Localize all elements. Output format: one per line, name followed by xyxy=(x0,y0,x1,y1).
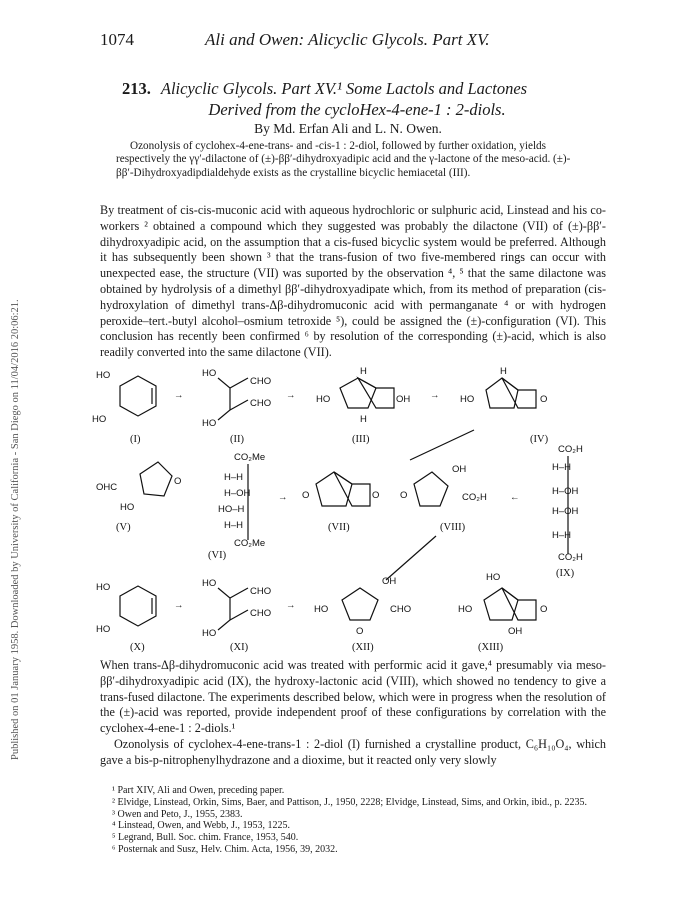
atom-oh: OH xyxy=(382,576,397,587)
atom-ho: HO xyxy=(202,578,217,589)
arrow: → xyxy=(278,492,288,503)
reaction-scheme xyxy=(90,364,610,656)
atom-o: O xyxy=(400,490,408,501)
compound-V xyxy=(96,462,181,533)
atom-ho: HO xyxy=(460,394,475,405)
author-line: By Md. Erfan Ali and L. N. Owen. xyxy=(254,121,442,136)
page-number: 1074 xyxy=(100,30,134,49)
footnotes xyxy=(100,785,606,856)
label-III: (III) xyxy=(352,434,370,445)
atom-o: O xyxy=(302,490,310,501)
compound-X xyxy=(96,582,156,653)
atom-ho: HO xyxy=(202,368,217,379)
label-V: (V) xyxy=(116,522,131,533)
atom-cho: CHO xyxy=(250,398,272,409)
article-title xyxy=(122,78,592,120)
atom-ho: HO xyxy=(314,604,329,615)
atom-hoh: H–OH xyxy=(224,488,251,499)
compound-XII xyxy=(314,576,411,653)
atom-hh: H–H xyxy=(552,530,572,541)
paragraph-3: Ozonolysis of cyclohex-4-ene-trans-1 : 2-diol (I) furnished a crystalline product, C₆H₁₀O₄, which gave a bis-p-nitrophenylhydrazone and a dioxime, but it reacted only very slowly xyxy=(100,736,606,767)
discussion xyxy=(100,658,606,769)
atom-hh: H–H xyxy=(224,520,244,531)
label-IV: (IV) xyxy=(530,434,549,445)
compound-II xyxy=(202,368,271,445)
label-VIII: (VIII) xyxy=(440,522,466,533)
compound-VII xyxy=(302,472,379,533)
compound-XIII xyxy=(458,572,547,653)
atom-co2h: CO₂H xyxy=(462,492,487,503)
atom-ho: HO xyxy=(120,502,135,513)
atom-cho: CHO xyxy=(250,586,272,597)
paragraph-1: By treatment of cis-cis-muconic acid with aqueous hydrochloric or sulphuric acid, Linstead and his co-workers ² obtained a compound which they suggested was probably the dilactone (VII) of (±)-ββ′-dihydroxyadipic acid, on the assumption that a cis-fused bicyclic system would be preferred. Although it has subsequently been shown ³ that the trans-fusion of two five-membered rings can occur with unexpected ease, the structure (VII) was suported by the observation ⁴, ⁵ that the same dilactone was obtained by hydrolysis of a dimethyl ββ′-dihydroxyadipate which, from its method of preparation (cis-hydroxylation of dimethyl trans-Δβ-dihydromuconic acid with permanganate ⁴ or with hydrogen peroxide–tert.-butyl alcohol–osmium tetroxide ⁵), could be assigned the (±)-configuration (VI). This conclusion has recently been confirmed ⁶ by resolution of the corresponding (±)-acid, which is also readily converted into the same dilactone (VII). xyxy=(100,203,606,360)
footnote: ⁴ Linstead, Owen, and Webb, J., 1953, 1225. xyxy=(112,820,291,832)
footnote: ³ Owen and Peto, J., 1955, 2383. xyxy=(112,808,243,820)
atom-ho: HO xyxy=(92,414,107,425)
atom-oh: OH xyxy=(508,626,523,637)
atom-co2h: CO₂H xyxy=(558,552,583,563)
atom-h: H xyxy=(360,414,367,425)
label-VI: (VI) xyxy=(208,550,227,561)
article-number: 213. xyxy=(122,79,151,98)
atom-co2me: CO₂Me xyxy=(234,538,266,549)
atom-cho: CHO xyxy=(390,604,412,615)
compound-VIII xyxy=(400,464,487,533)
atom-cho: CHO xyxy=(250,608,272,619)
arrow: → xyxy=(286,390,296,401)
compound-XI xyxy=(202,578,271,653)
atom-o: O xyxy=(356,626,364,637)
label-II: (II) xyxy=(230,434,244,445)
atom-o: O xyxy=(540,604,548,615)
compound-III xyxy=(316,366,410,445)
paragraph-2: When trans-Δβ-dihydromuconic acid was treated with performic acid it gave,⁴ presumably via meso-ββ′-dihydroxyadipic acid (IX), the hydroxy-lactonic acid (VIII), which showed no tendency to give a trans-fused dilactone. The experiments described below, which were in progress when the resolution of the (±)-acid was reported, provide independent proof of these configurations by correlation with the cyclohex-4-ene-1 : 2-diols.¹ xyxy=(100,658,606,736)
atom-ho: HO xyxy=(458,604,473,615)
arrow: → xyxy=(174,600,184,611)
atom-ho: HO xyxy=(96,370,111,381)
footnote: ¹ Part XIV, Ali and Owen, preceding paper. xyxy=(112,785,285,796)
atom-ho: HO xyxy=(486,572,501,583)
introduction xyxy=(100,203,606,361)
compound-IX xyxy=(552,444,583,579)
atom-ho: HO xyxy=(202,628,217,639)
download-watermark: Published on 01 January 1958. Downloaded by University of California - San Diego on 11/04/2016 20:06:21. xyxy=(10,299,21,760)
footnote: ⁶ Posternak and Susz, Helv. Chim. Acta, 1956, 39, 2032. xyxy=(112,843,338,855)
atom-hoH: HO–H xyxy=(218,504,245,515)
atom-ho: HO xyxy=(202,418,217,429)
label-I: (I) xyxy=(130,434,141,445)
atom-o: O xyxy=(372,490,380,501)
atom-oh: OH xyxy=(396,394,411,405)
atom-ho: HO xyxy=(96,624,111,635)
arrow: ← xyxy=(510,492,520,503)
atom-hh: H–H xyxy=(552,462,572,473)
footnote: ² Elvidge, Linstead, Orkin, Sims, Baer, and Pattison, J., 1950, 2228; Elvidge, Linstead, Sims, and Orkin, ibid., p. 2235. xyxy=(112,796,588,808)
label-XI: (XI) xyxy=(230,642,249,653)
atom-ohc: OHC xyxy=(96,482,118,493)
atom-o: O xyxy=(540,394,548,405)
footnote: ⁵ Legrand, Bull. Soc. chim. France, 1953, 540. xyxy=(112,832,299,844)
arrow: → xyxy=(286,600,296,611)
atom-h: H xyxy=(360,366,367,377)
atom-hh: H–H xyxy=(224,472,244,483)
compound-I xyxy=(92,370,156,445)
atom-o: O xyxy=(174,476,182,487)
compound-IV xyxy=(460,366,549,445)
atom-hoh: H–OH xyxy=(552,486,579,497)
atom-oh: OH xyxy=(452,464,467,475)
label-XII: (XII) xyxy=(352,642,374,653)
label-X: (X) xyxy=(130,642,145,653)
arrow xyxy=(410,430,474,460)
abstract-text: Ozonolysis of cyclohex-4-ene-trans- and -cis-1 : 2-diol, followed by further oxidation, yields respectively the γγ′-dilactone of (±)-ββ′-dihydroxyadipic acid and the γ-lactone of the meso-acid. (±)-ββ′-Dihydroxyadipdialdehyde exists as the crystalline bicyclic hemiacetal (III). xyxy=(116,140,571,179)
abstract xyxy=(116,140,586,180)
arrow xyxy=(386,536,436,580)
label-IX: (IX) xyxy=(556,568,575,579)
arrow: → xyxy=(174,390,184,401)
title-line-2: Derived from the cycloHex-4-ene-1 : 2-diols. xyxy=(208,100,506,119)
title-line-1: Alicyclic Glycols. Part XV.¹ Some Lactols and Lactones xyxy=(160,79,528,98)
atom-hoh: H–OH xyxy=(552,506,579,517)
arrow: → xyxy=(430,390,440,401)
compound-VI xyxy=(208,452,265,561)
label-XIII: (XIII) xyxy=(478,642,504,653)
atom-ho: HO xyxy=(316,394,331,405)
atom-h: H xyxy=(500,366,507,377)
atom-cho: CHO xyxy=(250,376,272,387)
atom-co2h: CO₂H xyxy=(558,444,583,455)
running-title: Ali and Owen: Alicyclic Glycols. Part XV. xyxy=(205,30,490,49)
atom-ho: HO xyxy=(96,582,111,593)
label-VII: (VII) xyxy=(328,522,350,533)
atom-co2me: CO₂Me xyxy=(234,452,266,463)
